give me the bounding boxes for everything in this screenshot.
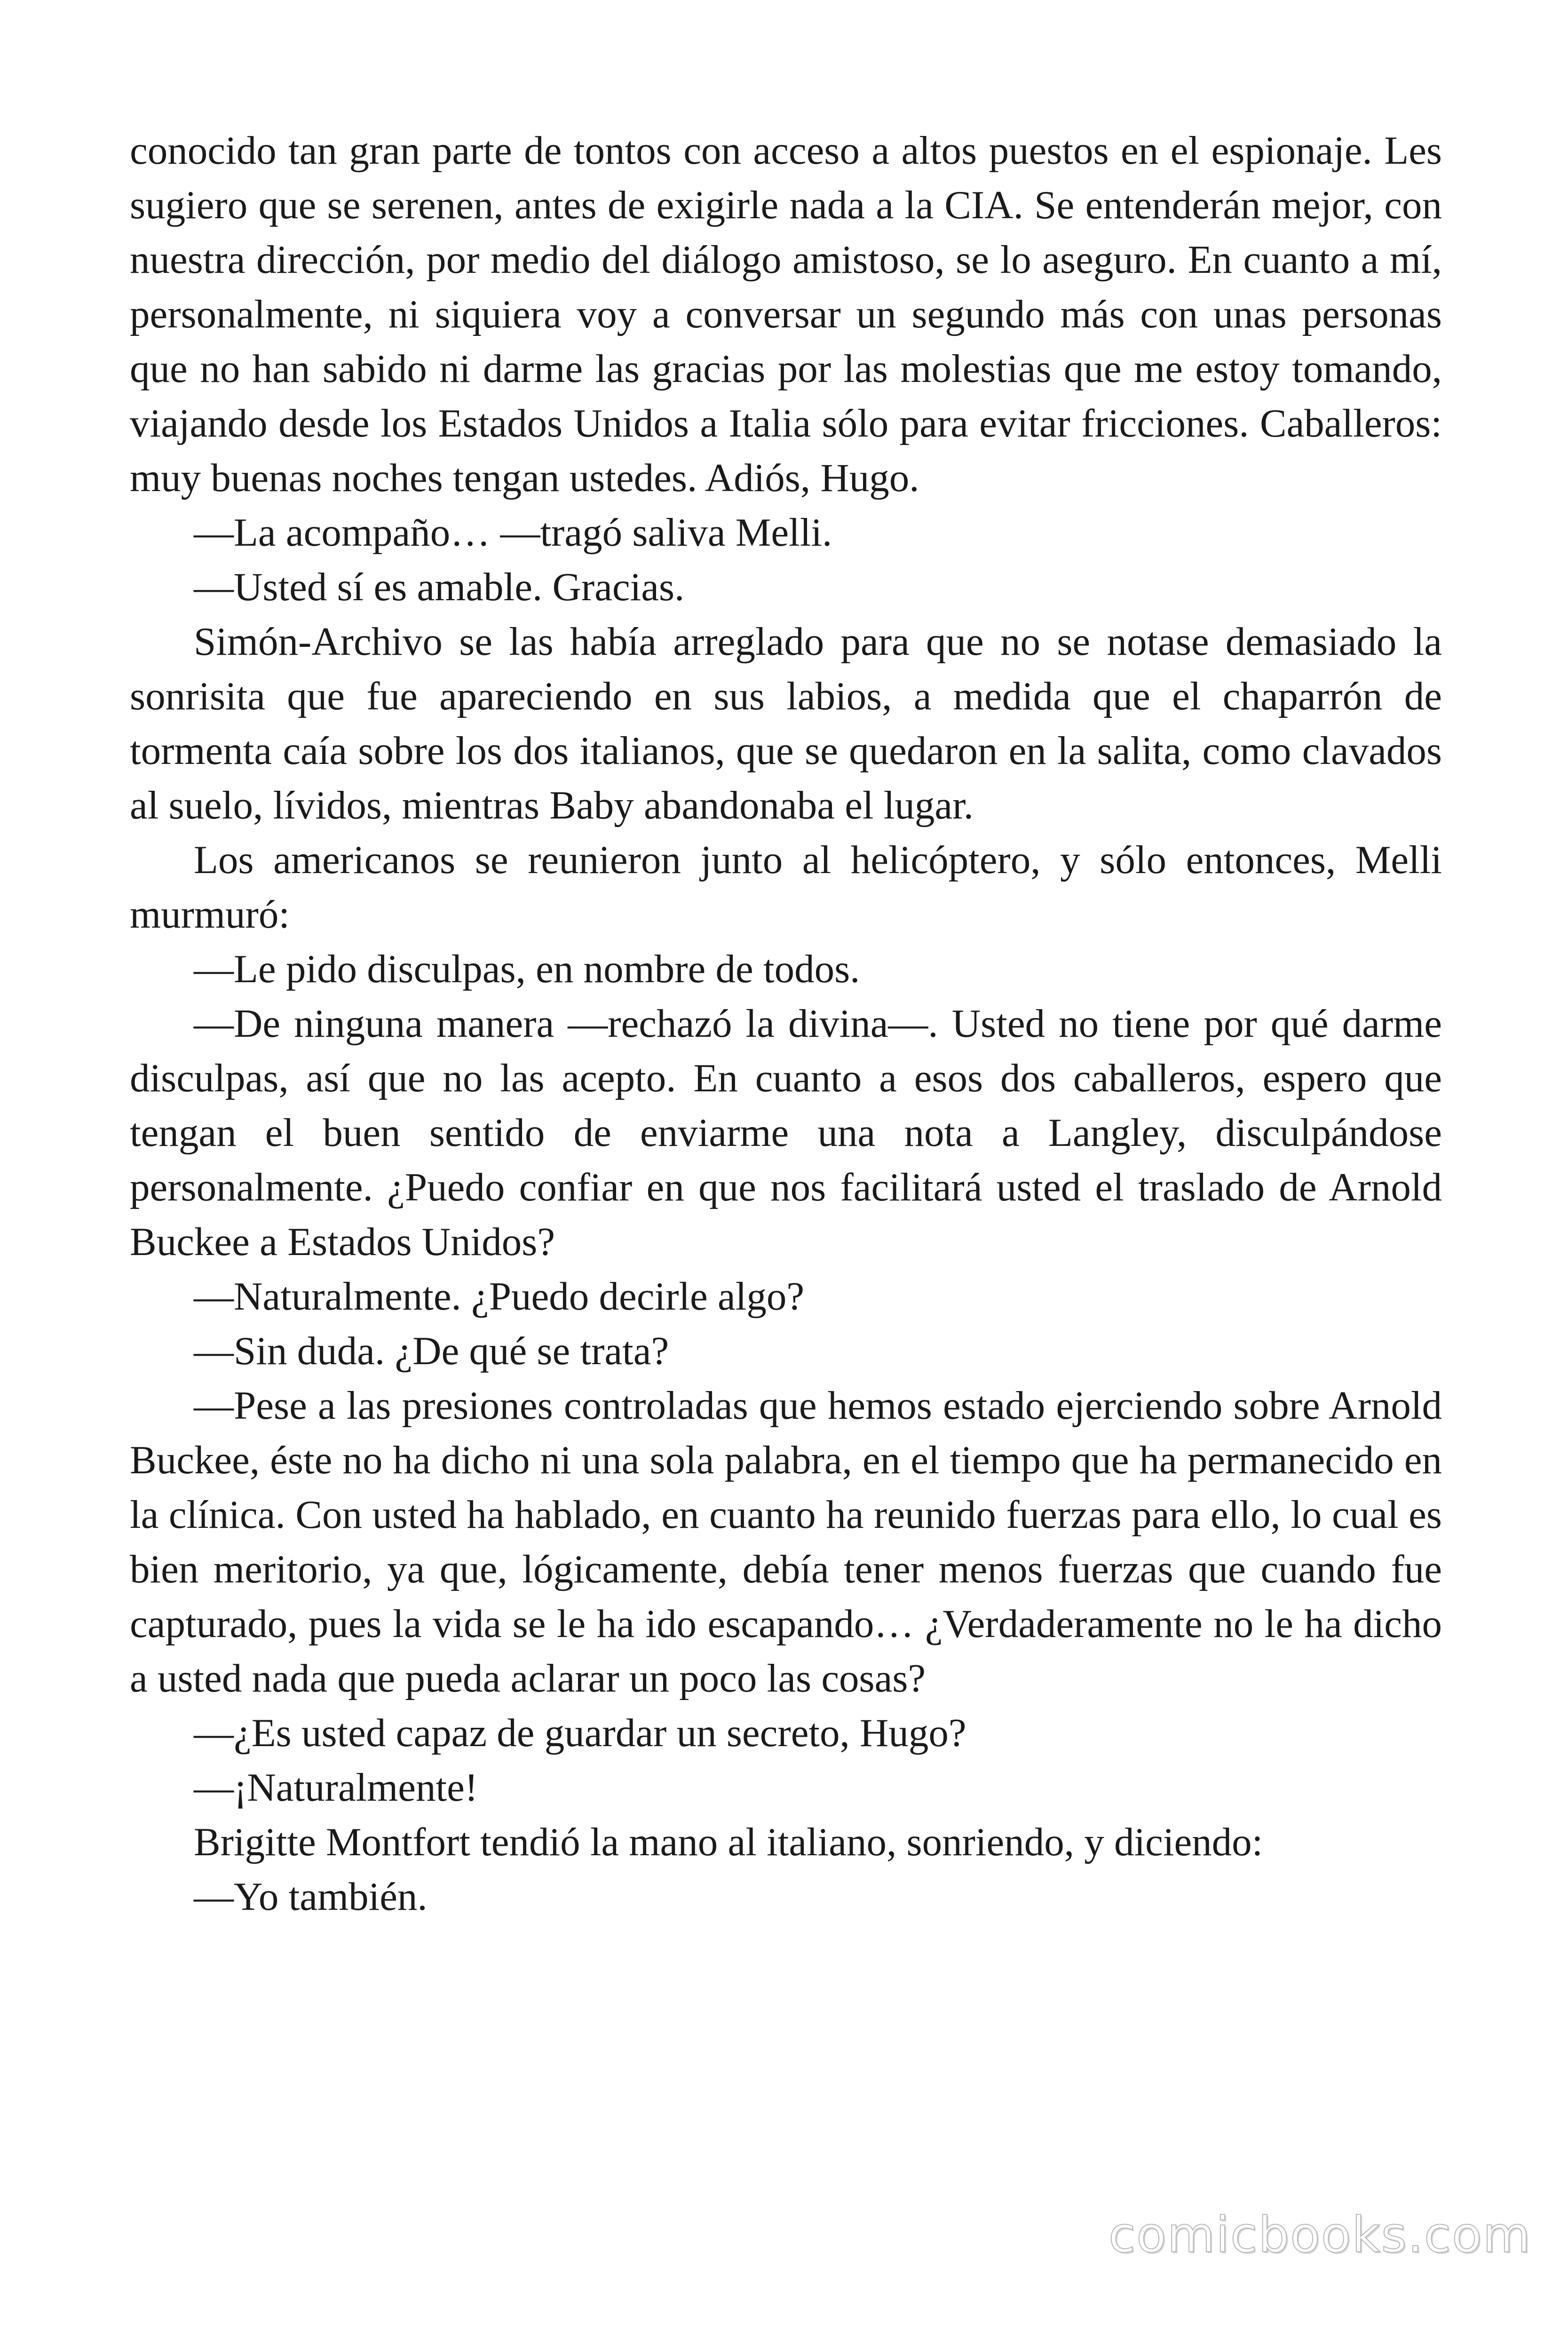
paragraph: —¡Naturalmente! (194, 1765, 478, 1810)
paragraph: Simón-Archivo se las había arreglado para que no se notase demasiado la sonrisita que fue apareciendo en sus labios, a medida que el chaparrón de tormenta caía sobre los dos italianos, que se quedaron en la salita, como clavados al suelo, lívidos, mientras Baby abandonaba el lugar. (130, 620, 1442, 827)
paragraph: —Pese a las presiones controladas que hemos estado ejerciendo sobre Arnold Buckee, éste no ha dicho ni una sola palabra, en el tiempo que ha permanecido en la clínica. Con usted ha hablado, en cuanto ha reunido fuerzas para ello, lo cual es bien meritorio, ya que, lógicamente, debía tener menos fuerzas que cuando fue capturado, pues la vida se le ha ido escapando… ¿Verdaderamente no le ha dicho a usted nada que pueda aclarar un poco las cosas? (130, 1383, 1442, 1700)
page-body (130, 123, 1442, 1924)
paragraph: —Le pido disculpas, en nombre de todos. (194, 947, 860, 991)
paragraph: —Usted sí es amable. Gracias. (194, 565, 685, 609)
watermark: comicbooks.com (1108, 2206, 1531, 2264)
paragraph: —La acompaño… —tragó saliva Melli. (194, 510, 832, 555)
paragraph: —¿Es usted capaz de guardar un secreto, Hugo? (194, 1711, 966, 1755)
paragraph: —Naturalmente. ¿Puedo decirle algo? (194, 1274, 805, 1319)
paragraph: Brigitte Montfort tendió la mano al italiano, sonriendo, y diciendo: (194, 1820, 1263, 1864)
paragraph: Los americanos se reunieron junto al helicóptero, y sólo entonces, Melli murmuró: (130, 838, 1442, 937)
paragraph: conocido tan gran parte de tontos con acceso a altos puestos en el espionaje. Les sugiero que se serenen, antes de exigirle nada a la CIA. Se entenderán mejor, con nuestra dirección, por medio del diálogo amistoso, se lo aseguro. En cuanto a mí, personalmente, ni siquiera voy a conversar un segundo más con unas personas que no han sabido ni darme las gracias por las molestias que me estoy tomando, viajando desde los Estados Unidos a Italia sólo para evitar fricciones. Caballeros: muy buenas noches tengan ustedes. Adiós, Hugo. (130, 128, 1442, 500)
paragraph: —Yo también. (194, 1875, 428, 1919)
paragraph: —Sin duda. ¿De qué se trata? (194, 1329, 669, 1373)
paragraph: —De ninguna manera —rechazó la divina—. Usted no tiene por qué darme disculpas, así que no las acepto. En cuanto a esos dos caballeros, espero que tengan el buen sentido de enviarme una nota a Langley, disculpándose personalmente. ¿Puedo confiar en que nos facilitará usted el traslado de Arnold Buckee a Estados Unidos? (130, 1001, 1442, 1264)
